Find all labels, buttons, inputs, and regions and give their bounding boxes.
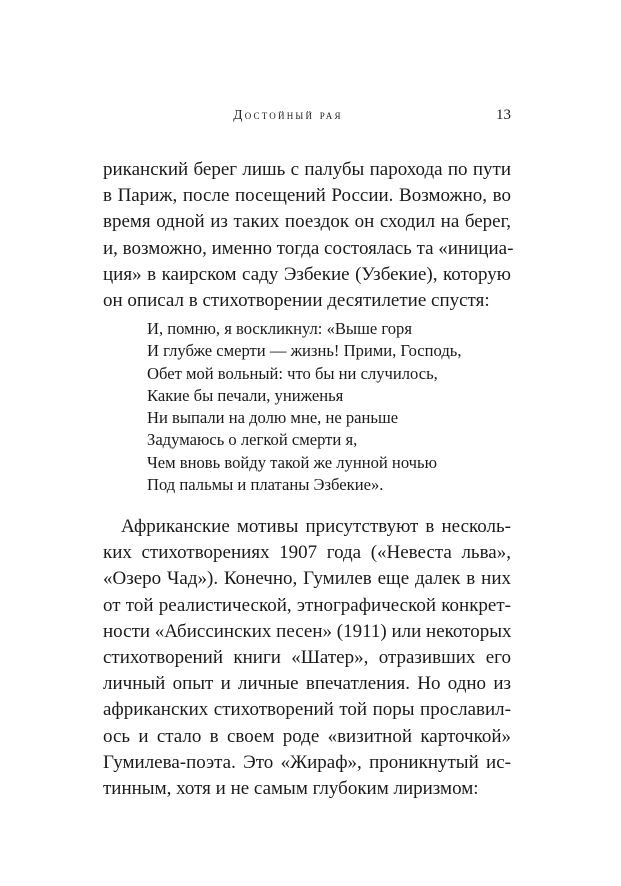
text-line: и, возможно, именно тогда состоялась та «инициа- [103,237,514,259]
running-title: Достойный рая [233,107,343,122]
text-line: Гумилева-поэта. Это «Жираф», проникнутый ис- [103,751,511,773]
poem-line: Задумаюсь о легкой смерти я, [147,430,358,450]
poem-line: Обет мой вольный: что бы ни случилось, [147,363,438,383]
poem-line: Чем вновь войду такой же лунной ночью [147,452,437,472]
poem-quote [147,318,527,496]
paragraph-1 [103,157,514,314]
text-line: стихотворений книги «Шатер», отразивших его [103,646,511,668]
text-line: ности «Абиссинских песен» (1911) или некоторых [103,620,512,642]
paragraph-2 [103,514,511,802]
text-line: в Париж, после посещений России. Возможно, во [103,185,511,207]
text-line: ких стихотворениях 1907 года («Невеста льва», [103,542,511,564]
text-line: время одной из таких поездок он сходил на берег, [103,211,511,233]
text-line: тинным, хотя и не самым глубоким лиризмом: [103,777,479,799]
text-line: он описал в стихотворении десятилетие спустя: [103,289,490,311]
poem-line: Ни выпали на долю мне, не раньше [147,408,399,428]
text-line: Африканские мотивы присутствуют в несколь- [121,516,511,537]
poem-line: Какие бы печали, униженья [147,385,344,405]
poem-line: И глубже смерти — жизнь! Прими, Господь, [147,341,462,361]
text-line: личный опыт и личные впечатления. Но одно из [103,673,511,695]
running-head [103,104,511,126]
poem-line: Под пальмы и платаны Эзбекие». [147,475,384,495]
text-line: риканский берег лишь с палубы парохода по пути [103,159,511,180]
page-number: 13 [496,107,511,123]
text-line: «Озеро Чад»). Конечно, Гумилев еще далек в них [103,568,511,590]
text-line: ция» в каирском саду Эзбекие (Узбекие), которую [103,263,511,285]
text-line: от той реалистической, этнографической конкрет- [103,594,511,616]
poem-line: И, помню, я воскликнул: «Выше горя [147,319,412,338]
text-line: ось и стало в своем роде «визитной карточкой» [103,725,511,747]
text-line: африканских стихотворений той поры прославил- [103,699,511,721]
